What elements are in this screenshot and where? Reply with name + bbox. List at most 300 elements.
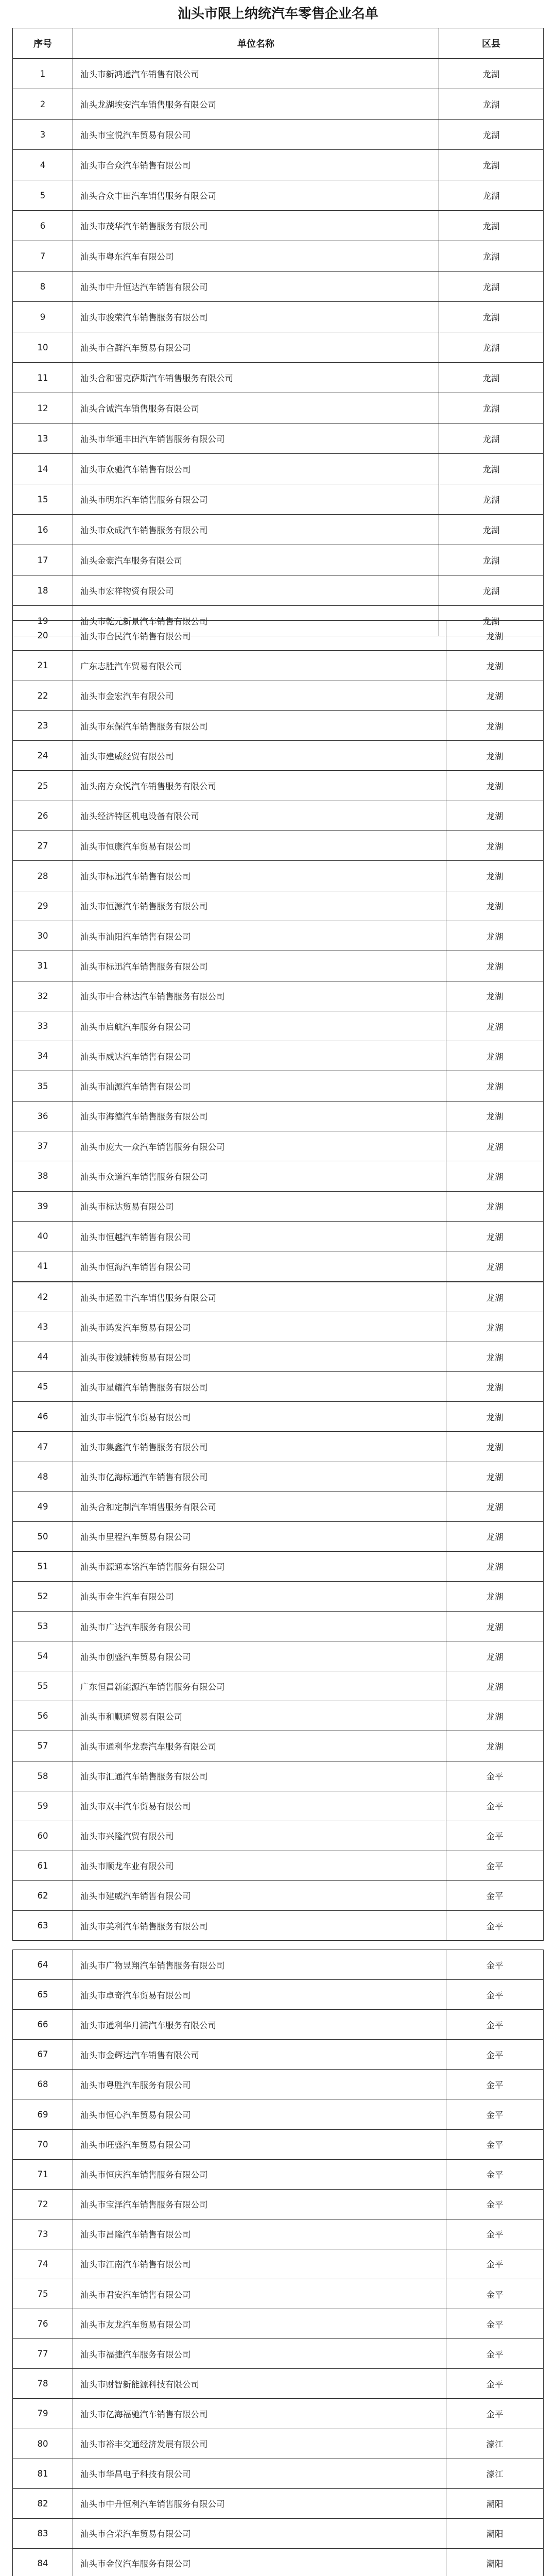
- company-name: 汕头市汕阳汽车销售有限公司: [73, 921, 446, 951]
- district: 龙湖: [446, 1612, 544, 1641]
- district: 龙湖: [446, 1071, 544, 1101]
- company-name: 汕头市丰悦汽车贸易有限公司: [73, 1402, 446, 1432]
- district: 龙湖: [446, 710, 544, 740]
- district: 龙湖: [439, 180, 544, 211]
- table-row: [13, 801, 544, 831]
- row-number: 14: [13, 454, 73, 484]
- company-name: 汕头市金宏汽车有限公司: [73, 681, 446, 710]
- district: 金平: [446, 1761, 544, 1791]
- table-row: [13, 120, 544, 150]
- district: 金平: [446, 1880, 544, 1910]
- district: 龙湖: [439, 241, 544, 272]
- company-name: 汕头市源通本铭汽车销售服务有限公司: [73, 1551, 446, 1581]
- table-row: [13, 2459, 544, 2488]
- row-number: 17: [13, 545, 73, 575]
- company-name: 汕头市众道汽车销售服务有限公司: [73, 1161, 446, 1191]
- table-row: [13, 1011, 544, 1041]
- table-row: [13, 1041, 544, 1071]
- company-name: 汕头合诚汽车销售服务有限公司: [73, 393, 439, 423]
- district: 金平: [446, 2309, 544, 2339]
- row-number: 50: [13, 1521, 73, 1551]
- company-name: 汕头市恒源汽车销售服务有限公司: [73, 891, 446, 921]
- row-number: 74: [13, 2249, 73, 2279]
- row-number: 1: [13, 59, 73, 89]
- company-name: 广东志胜汽车贸易有限公司: [73, 651, 446, 681]
- row-number: 67: [13, 2040, 73, 2070]
- district: 金平: [446, 2219, 544, 2249]
- row-number: 31: [13, 951, 73, 981]
- district: 龙湖: [446, 1312, 544, 1342]
- company-name: 汕头金豪汽车服务有限公司: [73, 545, 439, 575]
- company-name: 汕头合众丰田汽车销售服务有限公司: [73, 180, 439, 211]
- company-name: 汕头市兴隆汽贸有限公司: [73, 1821, 446, 1851]
- company-name: 汕头市骏荣汽车销售服务有限公司: [73, 302, 439, 332]
- table-row: [13, 454, 544, 484]
- company-name: 汕头市集鑫汽车销售服务有限公司: [73, 1432, 446, 1462]
- table-row: [13, 2189, 544, 2219]
- company-name: 汕头市金辉达汽车销售有限公司: [73, 2040, 446, 2070]
- company-name: 汕头市华通丰田汽车销售服务有限公司: [73, 423, 439, 454]
- row-number: 61: [13, 1851, 73, 1880]
- company-name: 汕头市顺龙车业有限公司: [73, 1851, 446, 1880]
- table-row: [13, 1821, 544, 1851]
- table-row: [13, 545, 544, 575]
- row-number: 36: [13, 1101, 73, 1131]
- table-row: [13, 1701, 544, 1731]
- district: 龙湖: [446, 1671, 544, 1701]
- district: 金平: [446, 2249, 544, 2279]
- table-row: [13, 2010, 544, 2040]
- table-row: [13, 951, 544, 981]
- district: 龙湖: [439, 515, 544, 545]
- company-name: 汕头市庞大一众汽车销售服务有限公司: [73, 1131, 446, 1161]
- district: 龙湖: [446, 651, 544, 681]
- row-number: 54: [13, 1641, 73, 1671]
- table-row: [13, 2159, 544, 2189]
- district: 潮阳: [446, 2548, 544, 2576]
- table-row: [13, 272, 544, 302]
- district: 龙湖: [446, 1372, 544, 1402]
- row-number: 69: [13, 2099, 73, 2129]
- district: 龙湖: [439, 59, 544, 89]
- district: 龙湖: [446, 1731, 544, 1761]
- district: 金平: [446, 2040, 544, 2070]
- district: 龙湖: [446, 1161, 544, 1191]
- row-number: 22: [13, 681, 73, 710]
- district: 金平: [446, 1950, 544, 1980]
- district: 龙湖: [439, 393, 544, 423]
- company-name: 汕头市海德汽车销售服务有限公司: [73, 1101, 446, 1131]
- row-number: 72: [13, 2189, 73, 2219]
- row-number: 70: [13, 2129, 73, 2159]
- district: 龙湖: [439, 332, 544, 363]
- company-name: 汕头市茂华汽车销售服务有限公司: [73, 211, 439, 241]
- table-row: [13, 241, 544, 272]
- table-row: [13, 2219, 544, 2249]
- enterprise-table-section: [12, 1950, 544, 2576]
- row-number: 40: [13, 1221, 73, 1251]
- table-row: [13, 2249, 544, 2279]
- district: 龙湖: [446, 1282, 544, 1312]
- company-name: 汕头市恒海汽车销售有限公司: [73, 1251, 446, 1281]
- district: 潮阳: [446, 2488, 544, 2518]
- company-name: 汕头市卓奇汽车贸易有限公司: [73, 1980, 446, 2010]
- district: 金平: [446, 2159, 544, 2189]
- row-number: 23: [13, 710, 73, 740]
- company-name: 汕头市昌隆汽车销售有限公司: [73, 2219, 446, 2249]
- table-row: [13, 2279, 544, 2309]
- row-number: 53: [13, 1612, 73, 1641]
- table-row: [13, 831, 544, 861]
- table-row: [13, 1950, 544, 1980]
- table-row: [13, 423, 544, 454]
- district: 金平: [446, 2339, 544, 2369]
- table-row: [13, 1312, 544, 1342]
- company-name: 汕头市中合林达汽车销售服务有限公司: [73, 981, 446, 1011]
- row-number: 79: [13, 2399, 73, 2429]
- row-number: 47: [13, 1432, 73, 1462]
- district: 龙湖: [446, 1492, 544, 1521]
- district: 金平: [446, 1821, 544, 1851]
- row-number: 82: [13, 2488, 73, 2518]
- row-number: 10: [13, 332, 73, 363]
- row-number: 29: [13, 891, 73, 921]
- company-name: 汕头合和定制汽车销售服务有限公司: [73, 1492, 446, 1521]
- table-row: [13, 1251, 544, 1281]
- row-number: 32: [13, 981, 73, 1011]
- table-row: [13, 1980, 544, 2010]
- row-number: 59: [13, 1791, 73, 1821]
- company-name: 汕头市广物昱翔汽车销售服务有限公司: [73, 1950, 446, 1980]
- row-number: 46: [13, 1402, 73, 1432]
- company-name: 汕头市福捷汽车服务有限公司: [73, 2339, 446, 2369]
- table-row: [13, 1880, 544, 1910]
- company-name: 汕头市金仪汽车服务有限公司: [73, 2548, 446, 2576]
- row-number: 81: [13, 2459, 73, 2488]
- district: 龙湖: [446, 1551, 544, 1581]
- row-number: 39: [13, 1191, 73, 1221]
- district: 龙湖: [446, 1041, 544, 1071]
- company-name: 汕头市威达汽车销售有限公司: [73, 1041, 446, 1071]
- table-row: [13, 2040, 544, 2070]
- company-name: 汕头市合众汽车销售有限公司: [73, 150, 439, 180]
- company-name: 汕头市江南汽车销售有限公司: [73, 2249, 446, 2279]
- company-name: 汕头市裕丰交通经济发展有限公司: [73, 2429, 446, 2459]
- table-row: [13, 1551, 544, 1581]
- row-number: 56: [13, 1701, 73, 1731]
- enterprise-table-section: [12, 28, 544, 636]
- company-name: 汕头经济特区机电设备有限公司: [73, 801, 446, 831]
- company-name: 汕头市广达汽车服务有限公司: [73, 1612, 446, 1641]
- company-name: 汕头市标达贸易有限公司: [73, 1191, 446, 1221]
- table-row: [13, 861, 544, 891]
- district: 龙湖: [446, 1521, 544, 1551]
- row-number: 77: [13, 2339, 73, 2369]
- table-row: [13, 2099, 544, 2129]
- company-name: 汕头市宏祥物资有限公司: [73, 575, 439, 606]
- district: 龙湖: [439, 484, 544, 515]
- table-row: [13, 332, 544, 363]
- district: 龙湖: [439, 545, 544, 575]
- company-name: 汕头市鸿发汽车贸易有限公司: [73, 1312, 446, 1342]
- row-number: 9: [13, 302, 73, 332]
- district: 金平: [446, 2010, 544, 2040]
- document-title: 汕头市限上纳统汽车零售企业名单: [177, 6, 378, 22]
- district: 龙湖: [446, 1101, 544, 1131]
- table-row: [13, 1462, 544, 1492]
- company-name: 汕头市合民汽车销售有限公司: [73, 621, 446, 651]
- company-name: 汕头市合荣汽车贸易有限公司: [73, 2518, 446, 2548]
- row-number: 44: [13, 1342, 73, 1372]
- table-row: [13, 393, 544, 423]
- table-row: [13, 89, 544, 120]
- district: 濠江: [446, 2459, 544, 2488]
- header-no: 序号: [13, 28, 73, 59]
- district: 金平: [446, 2399, 544, 2429]
- row-number: 49: [13, 1492, 73, 1521]
- table-row: [13, 1282, 544, 1312]
- row-number: 35: [13, 1071, 73, 1101]
- company-name: 汕头市华昌电子科技有限公司: [73, 2459, 446, 2488]
- company-name: 广东恒昌新能源汽车销售服务有限公司: [73, 1671, 446, 1701]
- row-number: 52: [13, 1581, 73, 1611]
- district: 龙湖: [446, 1131, 544, 1161]
- row-number: 58: [13, 1761, 73, 1791]
- row-number: 75: [13, 2279, 73, 2309]
- row-number: 5: [13, 180, 73, 211]
- district: 龙湖: [446, 1221, 544, 1251]
- table-row: [13, 1221, 544, 1251]
- district: 龙湖: [439, 575, 544, 606]
- table-row: [13, 710, 544, 740]
- row-number: 16: [13, 515, 73, 545]
- table-row: [13, 575, 544, 606]
- district: 龙湖: [446, 981, 544, 1011]
- company-name: 汕头市财智新能源科技有限公司: [73, 2369, 446, 2399]
- table-row: [13, 651, 544, 681]
- table-row: [13, 1191, 544, 1221]
- row-number: 19: [13, 606, 73, 636]
- row-number: 60: [13, 1821, 73, 1851]
- district: 龙湖: [446, 1191, 544, 1221]
- row-number: 66: [13, 2010, 73, 2040]
- table-row: [13, 681, 544, 710]
- table-row: [13, 1492, 544, 1521]
- row-number: 84: [13, 2548, 73, 2576]
- row-number: 11: [13, 363, 73, 393]
- table-row: [13, 1101, 544, 1131]
- row-number: 37: [13, 1131, 73, 1161]
- company-name: 汕头市旺盛汽车贸易有限公司: [73, 2129, 446, 2159]
- district: 龙湖: [439, 423, 544, 454]
- row-number: 25: [13, 771, 73, 801]
- company-name: 汕头市明东汽车销售服务有限公司: [73, 484, 439, 515]
- district: 龙湖: [446, 1432, 544, 1462]
- table-row: [13, 1131, 544, 1161]
- company-name: 汕头市亿海福驰汽车销售有限公司: [73, 2399, 446, 2429]
- table-row: [13, 2309, 544, 2339]
- table-row: [13, 1910, 544, 1940]
- company-name: 汕头市乾元新景汽车销售有限公司: [73, 606, 439, 636]
- row-number: 3: [13, 120, 73, 150]
- table-row: [13, 1071, 544, 1101]
- company-name: 汕头市恒心汽车贸易有限公司: [73, 2099, 446, 2129]
- district: 金平: [446, 2099, 544, 2129]
- company-name: 汕头市亿海标通汽车销售有限公司: [73, 1462, 446, 1492]
- table-row: [13, 981, 544, 1011]
- district: 龙湖: [439, 150, 544, 180]
- row-number: 80: [13, 2429, 73, 2459]
- district: 龙湖: [446, 801, 544, 831]
- district: 龙湖: [446, 861, 544, 891]
- district: 龙湖: [446, 1251, 544, 1281]
- row-number: 27: [13, 831, 73, 861]
- table-row: [13, 741, 544, 771]
- district: 龙湖: [446, 921, 544, 951]
- table-header-row: [13, 28, 544, 59]
- enterprise-table-section: [12, 620, 544, 1282]
- company-name: 汕头市启航汽车服务有限公司: [73, 1011, 446, 1041]
- header-name: 单位名称: [73, 28, 439, 59]
- row-number: 7: [13, 241, 73, 272]
- row-number: 24: [13, 741, 73, 771]
- table-row: [13, 2518, 544, 2548]
- row-number: 34: [13, 1041, 73, 1071]
- row-number: 28: [13, 861, 73, 891]
- company-name: 汕头市里程汽车贸易有限公司: [73, 1521, 446, 1551]
- district: 龙湖: [439, 89, 544, 120]
- district: 金平: [446, 1980, 544, 2010]
- row-number: 65: [13, 1980, 73, 2010]
- row-number: 78: [13, 2369, 73, 2399]
- company-name: 汕头市美利汽车销售服务有限公司: [73, 1910, 446, 1940]
- row-number: 30: [13, 921, 73, 951]
- company-name: 汕头市双丰汽车贸易有限公司: [73, 1791, 446, 1821]
- company-name: 汕头市中升恒达汽车销售有限公司: [73, 272, 439, 302]
- company-name: 汕头市粤东汽车有限公司: [73, 241, 439, 272]
- company-name: 汕头市东保汽车销售服务有限公司: [73, 710, 446, 740]
- company-name: 汕头市建威经贸有限公司: [73, 741, 446, 771]
- row-number: 45: [13, 1372, 73, 1402]
- company-name: 汕头市合群汽车贸易有限公司: [73, 332, 439, 363]
- table-row: [13, 1581, 544, 1611]
- table-row: [13, 1791, 544, 1821]
- row-number: 76: [13, 2309, 73, 2339]
- district: 金平: [446, 1851, 544, 1880]
- company-name: 汕头市标迅汽车销售服务有限公司: [73, 951, 446, 981]
- table-row: [13, 2339, 544, 2369]
- table-row: [13, 1731, 544, 1761]
- row-number: 64: [13, 1950, 73, 1980]
- row-number: 51: [13, 1551, 73, 1581]
- company-name: 汕头市恒越汽车销售有限公司: [73, 1221, 446, 1251]
- district: 金平: [446, 1791, 544, 1821]
- table-row: [13, 363, 544, 393]
- header-area: 区县: [439, 28, 544, 59]
- row-number: 15: [13, 484, 73, 515]
- table-row: [13, 1402, 544, 1432]
- company-name: 汕头市创盛汽车贸易有限公司: [73, 1641, 446, 1671]
- row-number: 41: [13, 1251, 73, 1281]
- row-number: 2: [13, 89, 73, 120]
- company-name: 汕头市通盈丰汽车销售服务有限公司: [73, 1282, 446, 1312]
- district: 龙湖: [439, 363, 544, 393]
- company-name: 汕头市新鸿通汽车销售有限公司: [73, 59, 439, 89]
- district: 龙湖: [446, 681, 544, 710]
- table-row: [13, 211, 544, 241]
- table-row: [13, 59, 544, 89]
- table-row: [13, 621, 544, 651]
- district: 龙湖: [439, 272, 544, 302]
- table-row: [13, 921, 544, 951]
- district: 龙湖: [446, 741, 544, 771]
- district: 金平: [446, 2070, 544, 2099]
- table-row: [13, 1612, 544, 1641]
- district: 龙湖: [446, 1581, 544, 1611]
- row-number: 18: [13, 575, 73, 606]
- table-row: [13, 2070, 544, 2099]
- row-number: 8: [13, 272, 73, 302]
- row-number: 68: [13, 2070, 73, 2099]
- table-row: [13, 515, 544, 545]
- row-number: 63: [13, 1910, 73, 1940]
- district: 龙湖: [446, 1701, 544, 1731]
- table-row: [13, 2488, 544, 2518]
- district: 龙湖: [446, 771, 544, 801]
- row-number: 57: [13, 1731, 73, 1761]
- company-name: 汕头市金生汽车有限公司: [73, 1581, 446, 1611]
- district: 龙湖: [439, 120, 544, 150]
- district: 龙湖: [439, 454, 544, 484]
- row-number: 73: [13, 2219, 73, 2249]
- table-row: [13, 1851, 544, 1880]
- company-name: 汕头市君安汽车销售有限公司: [73, 2279, 446, 2309]
- company-name: 汕头市恒康汽车贸易有限公司: [73, 831, 446, 861]
- table-row: [13, 1432, 544, 1462]
- table-row: [13, 150, 544, 180]
- district: 龙湖: [446, 951, 544, 981]
- row-number: 12: [13, 393, 73, 423]
- district: 龙湖: [446, 891, 544, 921]
- company-name: 汕头市中升恒利汽车销售服务有限公司: [73, 2488, 446, 2518]
- table-row: [13, 2429, 544, 2459]
- table-row: [13, 1521, 544, 1551]
- district: 龙湖: [446, 1402, 544, 1432]
- row-number: 20: [13, 621, 73, 651]
- company-name: 汕头南方众悦汽车销售服务有限公司: [73, 771, 446, 801]
- company-name: 汕头龙湖埃安汽车销售服务有限公司: [73, 89, 439, 120]
- district: 龙湖: [446, 621, 544, 651]
- company-name: 汕头市俊诚辅转贸易有限公司: [73, 1342, 446, 1372]
- table-row: [13, 1372, 544, 1402]
- table-row: [13, 2399, 544, 2429]
- table-row: [13, 302, 544, 332]
- row-number: 38: [13, 1161, 73, 1191]
- company-name: 汕头市通利华月浦汽车服务有限公司: [73, 2010, 446, 2040]
- table-row: [13, 1761, 544, 1791]
- company-name: 汕头市通利华龙泰汽车服务有限公司: [73, 1731, 446, 1761]
- company-name: 汕头市友龙汽车贸易有限公司: [73, 2309, 446, 2339]
- row-number: 83: [13, 2518, 73, 2548]
- table-row: [13, 891, 544, 921]
- district: 潮阳: [446, 2518, 544, 2548]
- row-number: 43: [13, 1312, 73, 1342]
- company-name: 汕头市建威汽车销售有限公司: [73, 1880, 446, 1910]
- table-row: [13, 2548, 544, 2576]
- row-number: 4: [13, 150, 73, 180]
- company-name: 汕头市宝悦汽车贸易有限公司: [73, 120, 439, 150]
- table-row: [13, 2369, 544, 2399]
